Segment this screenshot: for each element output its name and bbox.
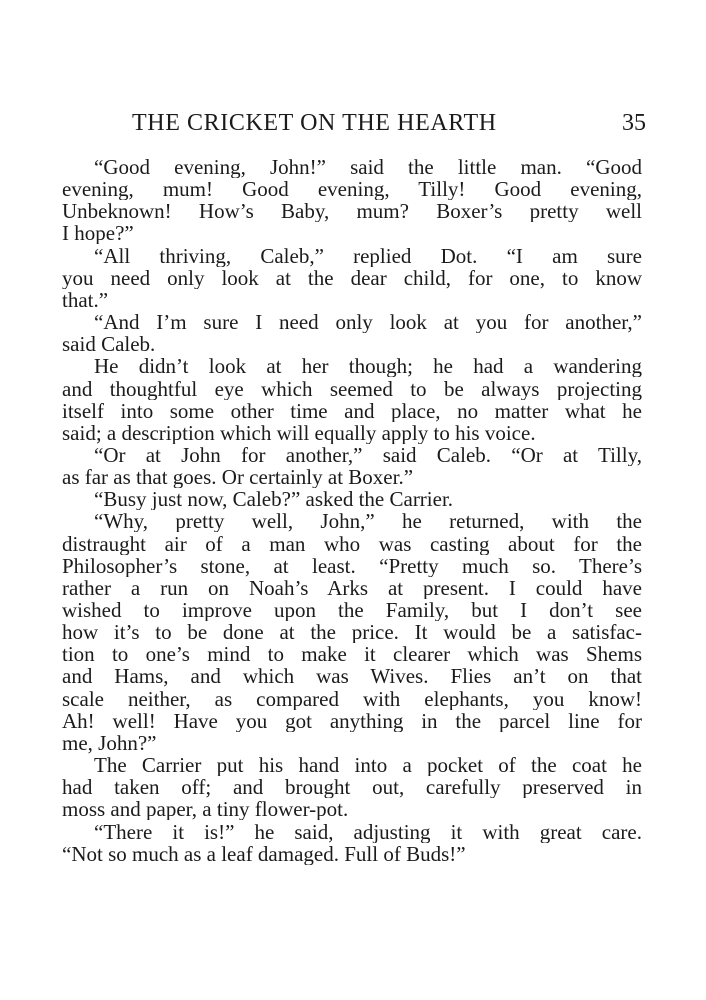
text-line: wished to improve upon the Family, but I don’t see	[62, 599, 642, 621]
running-title: THE CRICKET ON THE HEARTH	[132, 110, 497, 136]
text-line: Philosopher’s stone, at least. “Pretty much so. There’s	[62, 554, 642, 577]
text-line: as far as that goes. Or certainly at Boxer.”	[62, 466, 414, 489]
text-line: scale neither, as compared with elephants, you know!	[62, 687, 642, 710]
text-line: I hope?”	[62, 222, 134, 245]
page-number: 35	[622, 110, 646, 136]
text-line: rather a run on Noah’s Arks at present. I could have	[62, 576, 642, 599]
text-line: “There it is!” he said, adjusting it with great care.	[94, 820, 642, 843]
text-line: “And I’m sure I need only look at you for another,”	[94, 311, 642, 334]
text-line: He didn’t look at her though; he had a wandering	[94, 355, 642, 378]
text-line: that.”	[62, 288, 109, 311]
text-line: “Or at John for another,” said Caleb. “Or at Tilly,	[94, 443, 642, 466]
text-line: tion to one’s mind to make it clearer which was Shems	[62, 643, 642, 666]
text-line: and thoughtful eye which seemed to be always projecting	[62, 377, 642, 400]
text-line: said Caleb.	[62, 333, 156, 356]
text-line: you need only look at the dear child, for one, to know	[62, 266, 642, 289]
text-line: evening, mum! Good evening, Tilly! Good evening,	[62, 178, 642, 201]
running-head	[60, 108, 646, 138]
text-line: “Busy just now, Caleb?” asked the Carrier.	[94, 488, 454, 511]
text-line: “Not so much as a leaf damaged. Full of Buds!”	[62, 842, 466, 865]
text-line: “All thriving, Caleb,” replied Dot. “I am sure	[94, 244, 642, 267]
text-line: said; a description which will equally apply to his voice.	[62, 421, 536, 444]
text-line: Unbeknown! How’s Baby, mum? Boxer’s pretty well	[62, 200, 642, 223]
text-line: The Carrier put his hand into a pocket of the coat he	[94, 754, 642, 777]
text-line: distraught air of a man who was casting about for the	[62, 532, 642, 555]
text-line: me, John?”	[62, 731, 157, 754]
text-line: Ah! well! Have you got anything in the parcel line for	[62, 709, 642, 732]
text-line: moss and paper, a tiny flower-pot.	[62, 798, 349, 821]
text-line: itself into some other time and place, no matter what he	[62, 399, 642, 422]
text-line: “Why, pretty well, John,” he returned, with the	[94, 510, 642, 533]
text-line: and Hams, and which was Wives. Flies an’t on that	[62, 665, 642, 688]
text-line: “Good evening, John!” said the little man. “Good	[94, 156, 642, 178]
text-line: how it’s to be done at the price. It would be a satisfac-	[62, 621, 642, 644]
text-line: had taken off; and brought out, carefully preserved in	[62, 776, 642, 799]
